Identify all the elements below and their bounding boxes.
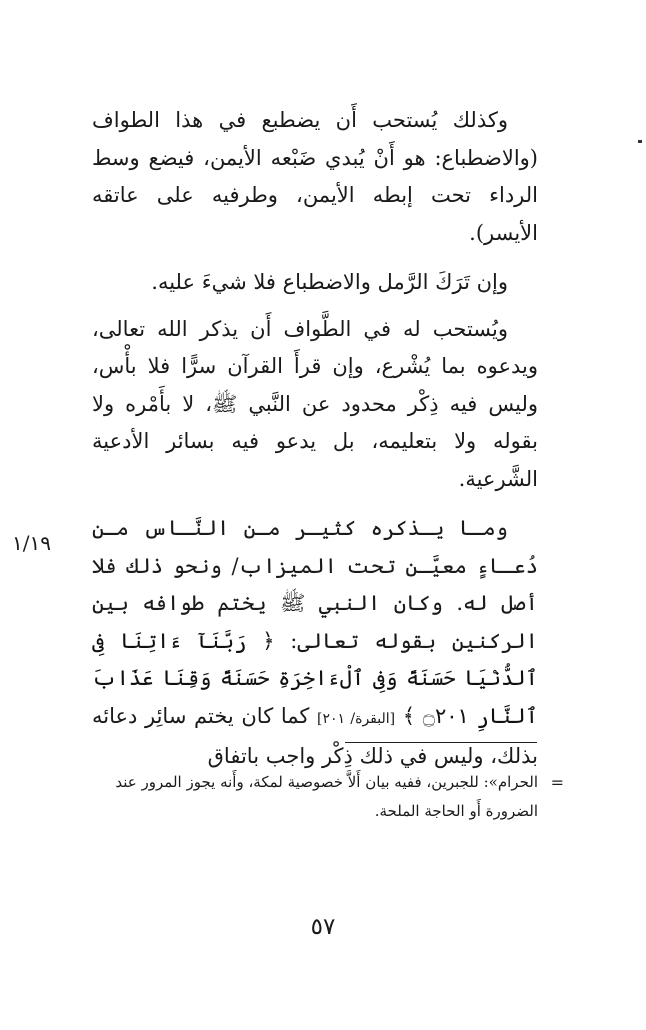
quran-verse: ﴿ رَبَّنَآ ءَاتِنَا فِى ٱلدُّنْيَا حَسَنَةً وَفِى ٱلْءَاخِرَةِ حَسَنَةً وَقِنَا عَذَابَ ٱلنَّارِ ۝٢٠١ ﴾ bbox=[92, 628, 538, 728]
footnote-text: الحرام»: للجبرين، ففيه بيان أَلاَّ خصوصية لمكة، وأَنه يجوز المرور عند الضرورة أَو الحاجة الملحة. bbox=[115, 773, 538, 820]
footnote bbox=[88, 768, 564, 826]
paragraph-dhikr-in-tawaf: ويُستحب له في الطَّواف أَن يذكر الله تعالى، ويدعوه بما يُشْرع، وإن قرأَ القرآن سرًّا فلا بأْس، وليس فيه ذِكْر محدود عن النَّبي ﷺ، لا بأَمْره ولا بقوله ولا بتعليمه، بل يدعو فيه بسائر الأدعية الشَّرعية. bbox=[92, 316, 538, 491]
scan-edge-mark bbox=[638, 140, 642, 143]
verse-reference: [البقرة/ ٢٠١] bbox=[316, 710, 396, 727]
manuscript-folio-note: ١/١٩ bbox=[12, 531, 51, 555]
paragraph-mizab bbox=[92, 510, 538, 776]
paragraph-idtiba: وكذلك يُستحب أَن يضطبع في هذا الطواف (والاضطباع: هو أَنْ يُبدي ضَبْعه الأيمن، فيضع وسط الرداء تحت إبطه الأيمن، وطرفيه على عاتقه الأيسر). bbox=[92, 108, 538, 245]
main-text-block bbox=[92, 102, 538, 788]
paragraph-mizab-continuation: كما كان يختم سائِر دعائه بذلك، وليس في ذلك ذِكْر واجب باتفاق bbox=[92, 703, 538, 768]
page-number: ٥٧ bbox=[310, 914, 336, 940]
footnote-continuation-mark: = bbox=[550, 773, 564, 792]
footnote-separator bbox=[345, 742, 537, 743]
paragraph-mizab-text: ومـا يـذكره كثيـر مـن النَّـاس مـن دُعـاءٍ معيَّـن تحت الميزاب/ ونحو ذلك فلا أصل له. وكان النبي ﷺ يختم طوافه بين الركنين بقوله تعالى: bbox=[92, 516, 538, 653]
paragraph-leaving-raml: وإن تَرَكَ الرَّمل والاضطباع فلا شيءَ عليه. bbox=[151, 270, 508, 294]
